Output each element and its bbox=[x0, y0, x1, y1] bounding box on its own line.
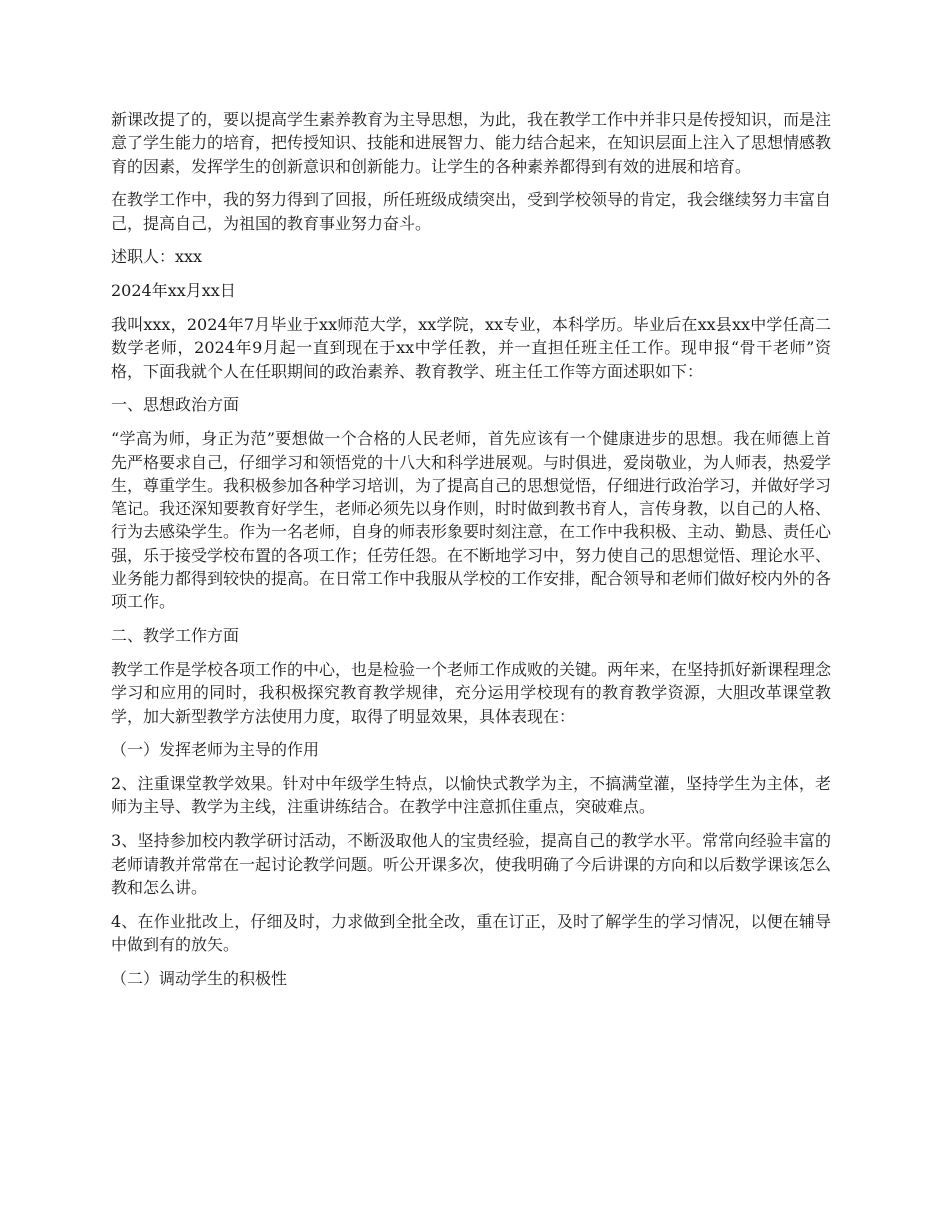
section-heading-teaching: 二、教学工作方面 bbox=[111, 626, 240, 646]
list-item-research-activity: 3、坚持参加校内教学研讨活动，不断汲取他人的宝贵经验，提高自己的教学水平。常常向经验丰富的老师请教并常常在一起讨论教学问题。听公开课多次，使我明确了今后讲课的方向和以后数学课该怎么教和怎么讲。 bbox=[111, 831, 832, 897]
subsection-heading-teacher-role: （一）发挥老师为主导的作用 bbox=[111, 740, 320, 760]
signature-reporter: 述职人：xxx bbox=[111, 247, 203, 267]
document-page bbox=[111, 108, 831, 1001]
paragraph-achievement: 在教学工作中，我的努力得到了回报，所任班级成绩突出，受到学校领导的肯定，我会继续努力丰富自己，提高自己，为祖国的教育事业努力奋斗。 bbox=[111, 190, 832, 233]
signature-date: 2024年xx月xx日 bbox=[111, 281, 236, 301]
subsection-heading-student-motivation: （二）调动学生的积极性 bbox=[111, 968, 288, 988]
paragraph-reform-intro: 新课改提了的，要以提高学生素养教育为主导思想，为此，我在教学工作中并非只是传授知识，而是注意了学生能力的培育，把传授知识、技能和进展智力、能力结合起来，在知识层面上注入了思想情感教育的因素，发挥学生的创新意识和创新能力。让学生的各种素养都得到有效的进展和培育。 bbox=[111, 110, 832, 176]
paragraph-politics: “学高为师，身正为范”要想做一个合格的人民老师，首先应该有一个健康进步的思想。我在师德上首先严格要求自己，仔细学习和领悟党的十八大和科学进展观。与时俱进，爱岗敬业，为人师表，热爱学生，尊重学生。我积极参加各种学习培训，为了提高自己的思想觉悟，仔细进行政治学习，并做好学习笔记。我还深知要教育好学生，老师必须先以身作则，时时做到教书育人，言传身教，以自己的人格、行为去感染学生。作为一名老师，自身的师表形象要时刻注意，在工作中我积极、主动、勤恳、责任心强，乐于接受学校布置的各项工作；任劳任怨。在不断地学习中，努力使自己的思想觉悟、理论水平、业务能力都得到较快的提高。在日常工作中我服从学校的工作安排，配合领导和老师们做好校内外的各项工作。 bbox=[111, 429, 832, 612]
paragraph-self-intro: 我叫xxx，2024年7月毕业于xx师范大学，xx学院，xx专业，本科学历。毕业后在xx县xx中学任高二数学老师，2024年9月起一直到现在于xx中学任教，并一直担任班主任工作。现申报“骨干老师”资格，下面我就个人在任职期间的政治素养、教育教学、班主任工作等方面述职如下： bbox=[111, 315, 831, 381]
list-item-homework-correction: 4、在作业批改上，仔细及时，力求做到全批全改，重在订正，及时了解学生的学习情况，以便在辅导中做到有的放矢。 bbox=[111, 911, 831, 954]
section-heading-politics: 一、思想政治方面 bbox=[111, 395, 240, 415]
list-item-classroom-effect: 2、注重课堂教学效果。针对中年级学生特点，以愉快式教学为主，不搞满堂灌，坚持学生为主体，老师为主导、教学为主线，注重讲练结合。在教学中注意抓住重点，突破难点。 bbox=[111, 774, 831, 817]
paragraph-teaching: 教学工作是学校各项工作的中心，也是检验一个老师工作成败的关键。两年来，在坚持抓好新课程理念学习和应用的同时，我积极探究教育教学规律，充分运用学校现有的教育教学资源，大胆改革课堂教学，加大新型教学方法使用力度，取得了明显效果，具体表现在： bbox=[111, 659, 832, 726]
